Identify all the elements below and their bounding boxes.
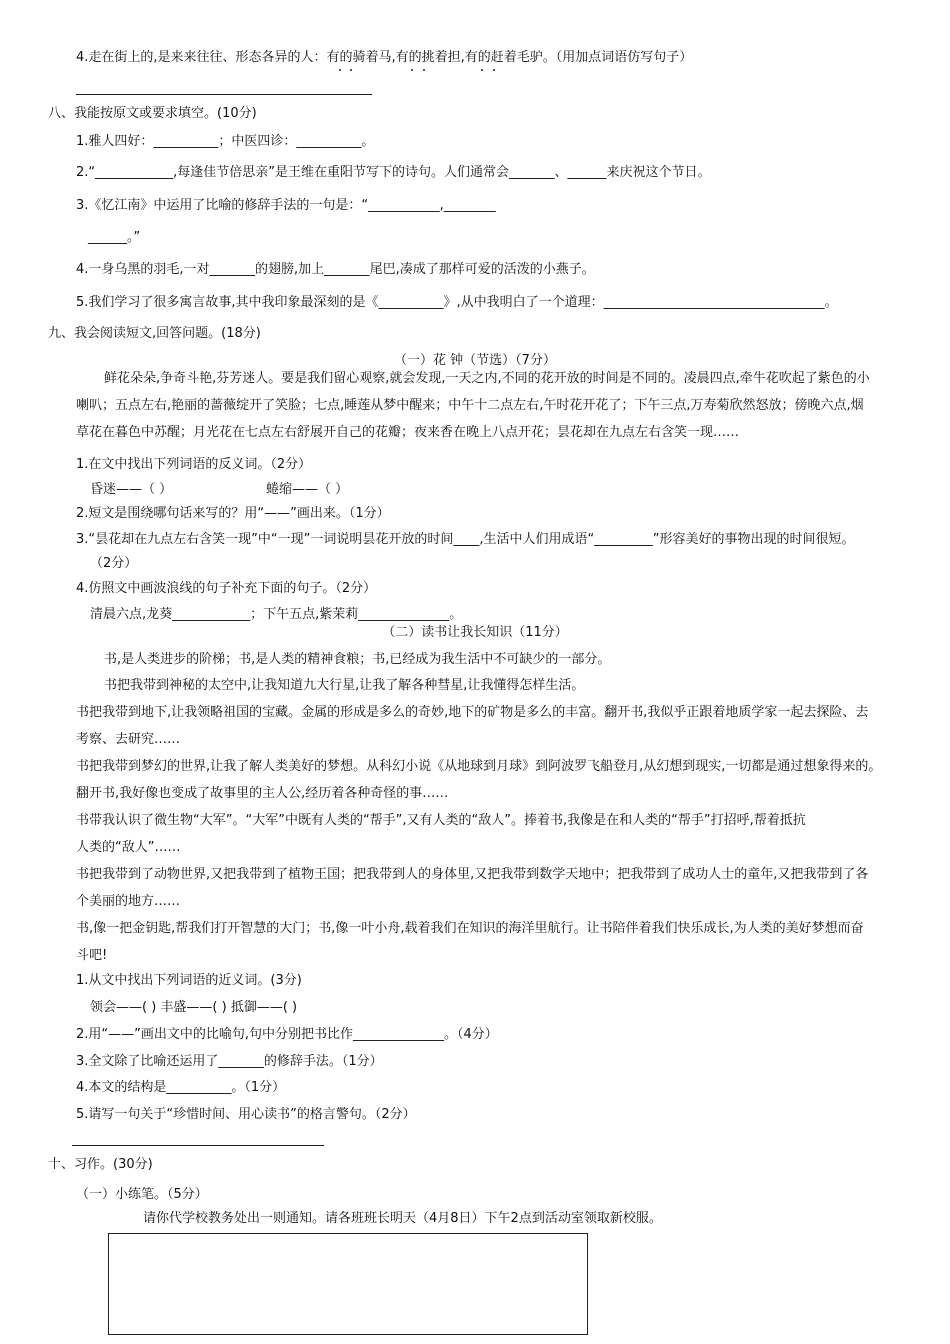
s8-question-3-cont: ______。” [88,230,141,245]
passage-1-line: 鲜花朵朵,争奇斗艳,芬芳迷人。要是我们留心观察,就会发现,一天之内,不同的花开放的时间是不同的。凌晨四点,牵牛花吹起了紫色的小 [104,371,870,386]
s8-question-4: 4.一身乌黑的羽毛,一对_______的翅膀,加上_______尾巴,凑成了那样可爱的活泼的小燕子。 [76,262,595,277]
p1-question-4: 4.仿照文中画波浪线的句子补充下面的句子。（2分） [76,581,377,596]
passage-2-line: 书把我带到神秘的太空中,让我知道九大行星,让我了解各种彗星,让我懂得怎样生活。 [104,678,585,693]
passage-2-line: 书,是人类进步的阶梯；书,是人类的精神食粮；书,已经成为我生活中不可缺少的一部分。 [104,652,611,667]
p2-question-1: 1.从文中找出下列词语的近义词。(3分) [76,973,302,988]
passage-2-line: 书,像一把金钥匙,帮我们打开智慧的大门；书,像一叶小舟,载着我们在知识的海洋里航行。让书陪伴着我们快乐成长,为人类的美好梦想而奋 [76,921,864,936]
passage-2-line: 翻开书,我好像也变成了故事里的主人公,经历着各种奇怪的事…… [76,786,449,801]
emphasis-dot [339,69,341,71]
p1-question-1b: 蜷缩——（ ） [266,482,349,497]
answer-line[interactable] [76,94,372,95]
emphasis-dot [411,69,413,71]
p2-question-4: 4.本文的结构是__________。（1分） [76,1080,286,1095]
p1-question-1a: 昏迷——（ ） [90,482,173,497]
passage-2-line: 人类的“敌人”…… [76,840,181,855]
passage-2-line: 考察、去研究…… [76,732,181,747]
passage-2-line: 个美丽的地方…… [76,894,181,909]
passage-1-title: （一）花 钟（节选）（7分） [394,353,556,368]
p2-question-5: 5.请写一句关于“珍惜时间、用心读书”的格言警句。（2分） [76,1107,416,1122]
p2-question-3: 3.全文除了比喻还运用了_______的修辞手法。（1分） [76,1054,383,1069]
emphasis-dot [481,69,483,71]
emphasis-dot [350,69,352,71]
passage-1-line: 草花在暮色中苏醒；月光花在七点左右舒展开自己的花瓣；夜来香在晚上八点开花；昙花却在九点左右含笑一现…… [76,425,740,440]
section-8-title: 八、我能按原文或要求填空。(10分) [48,106,257,121]
section-10-title: 十、习作。(30分) [48,1157,153,1172]
p2-question-1a: 领会——( ) 丰盛——( ) 抵御——( ) [90,1000,298,1015]
s8-question-5: 5.我们学习了很多寓言故事,其中我印象最深刻的是《__________》,从中我明白了一个道理：__________________________________。 [76,295,838,310]
answer-line[interactable] [72,1145,324,1146]
p1-question-4a: 清晨六点,龙葵____________；下午五点,紫茉莉______________。 [90,607,463,622]
section-9-title: 九、我会阅读短文,回答问题。(18分) [48,326,261,341]
passage-2-line: 斗吧! [76,948,108,963]
p2-question-2: 2.用“——”画出文中的比喻句,句中分别把书比作______________。（4分） [76,1027,498,1042]
emphasis-dot [493,69,495,71]
question-imitate-sentence: 4.走在街上的,是来来往往、形态各异的人：有的骑着马,有的挑着担,有的赶着毛驴。（用加点词语仿写句子） [76,50,693,65]
s8-question-1: 1.雅人四好：__________；中医四诊：__________。 [76,134,375,149]
p1-question-2: 2.短文是围绕哪句话来写的？用“——”画出来。（1分） [76,506,390,521]
s10-subsection-1: （一）小练笔。（5分） [76,1187,208,1202]
passage-2-line: 书把我带到了动物世界,又把我带到了植物王国；把我带到人的身体里,又把我带到数学天地中；把我带到了成功人士的童年,又把我带到了各 [76,867,869,882]
passage-2-line: 书把我带到梦幻的世界,让我了解人类美好的梦想。从科幻小说《从地球到月球》到阿波罗飞船登月,从幻想到现实,一切都是通过想象得来的。 [76,759,882,774]
passage-2-line: 书带我认识了微生物“大军”。“大军”中既有人类的“帮手”,又有人类的“敌人”。捧着书,我像是在和人类的“帮手”打招呼,帮着抵抗 [76,813,806,828]
p1-question-3-points: （2分） [90,556,138,571]
p1-question-1: 1.在文中找出下列词语的反义词。（2分） [76,457,312,472]
writing-box[interactable] [108,1233,588,1335]
passage-2-title: （二）读书让我长知识（11分） [382,625,568,640]
s8-question-3: 3.《忆江南》中运用了比喻的修辞手法的一句是：“___________,________ [76,198,496,213]
p1-question-3: 3.“昙花却在九点左右含笑一现”中“一现”一词说明昙花开放的时间____,生活中人们用成语“_________”形容美好的事物出现的时间很短。 [76,532,855,547]
s8-question-2: 2.“____________,每逢佳节倍思亲”是王维在重阳节写下的诗句。人们通常会_______、______来庆祝这个节日。 [76,165,711,180]
passage-1-line: 喇叭；五点左右,艳丽的蔷薇绽开了笑脸；七点,睡莲从梦中醒来；中午十二点左右,午时花开花了；下午三点,万寿菊欣然怒放；傍晚六点,烟 [76,398,864,413]
emphasis-dot [423,69,425,71]
s10-prompt: 请你代学校教务处出一则通知。请各班班长明天（4月8日）下午2点到活动室领取新校服。 [143,1211,662,1226]
passage-2-line: 书把我带到地下,让我领略祖国的宝藏。金属的形成是多么的奇妙,地下的矿物是多么的丰富。翻开书,我似乎正跟着地质学家一起去探险、去 [76,705,869,720]
